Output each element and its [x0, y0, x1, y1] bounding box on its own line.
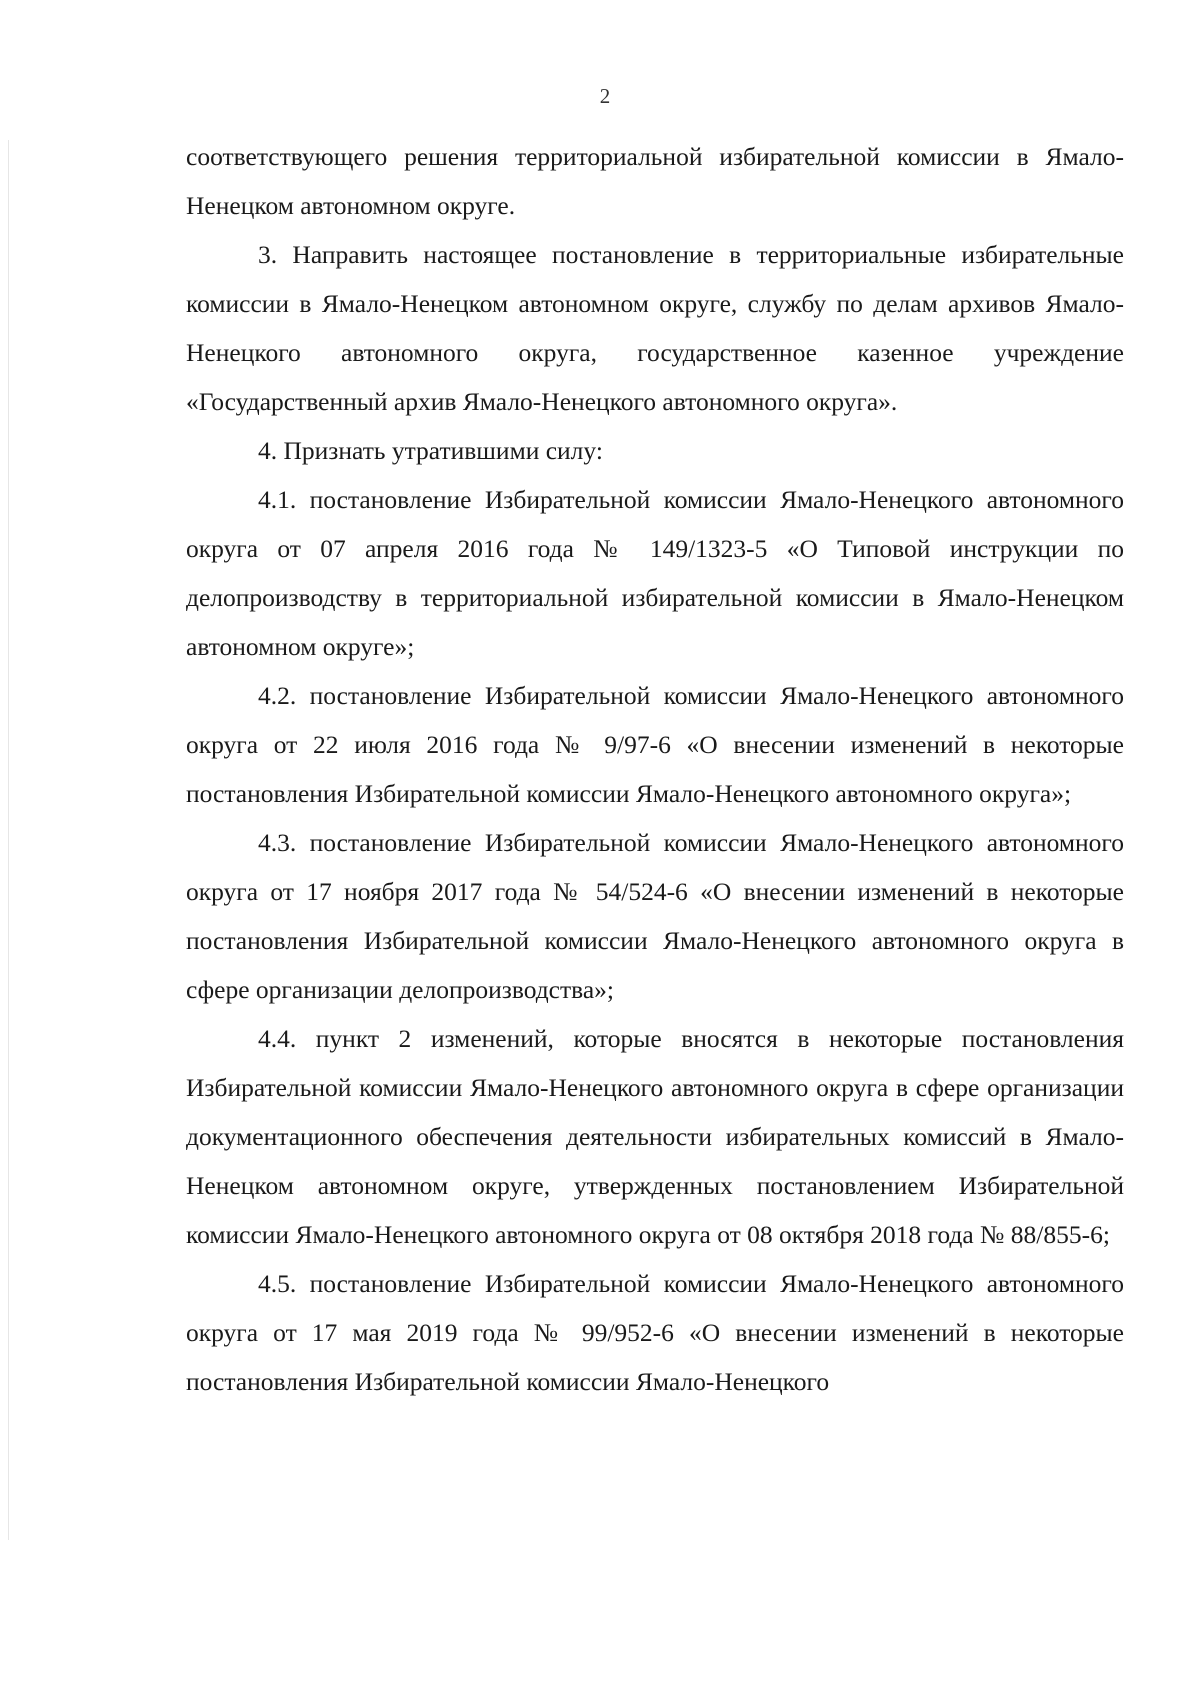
paragraph-item-4-1: 4.1. постановление Избирательной комиссии Ямало-Ненецкого автономного округа от 07 апреля 2016 года № 149/1323-5 «О Типовой инструкции по делопроизводству в территориальной избирательной комиссии в Ямало-Ненецком автономном округе»; — [186, 485, 1124, 661]
page-number: 2 — [599, 84, 611, 108]
document-body — [186, 132, 1124, 1406]
paragraph-item-3: 3. Направить настоящее постановление в территориальные избирательные комиссии в Ямало-Ненецком автономном округе, службу по делам архивов Ямало-Ненецкого автономного округа, государственное казенное учреждение «Государственный архив Ямало-Ненецкого автономного округа». — [186, 240, 1124, 416]
paragraph-continuation: соответствующего решения территориальной избирательной комиссии в Ямало-Ненецком автономном округе. — [186, 142, 1124, 220]
scan-edge-line — [8, 140, 9, 1540]
paragraph-item-4-5: 4.5. постановление Избирательной комиссии Ямало-Ненецкого автономного округа от 17 мая 2019 года № 99/952-6 «О внесении изменений в некоторые постановления Избирательной комиссии Ямало-Ненецкого — [186, 1269, 1124, 1396]
paragraph-item-4-2: 4.2. постановление Избирательной комиссии Ямало-Ненецкого автономного округа от 22 июля 2016 года № 9/97-6 «О внесении изменений в некоторые постановления Избирательной комиссии Ямало-Ненецкого автономного округа»; — [186, 681, 1124, 808]
paragraph-item-4: 4. Признать утратившими силу: — [258, 436, 603, 465]
paragraph-item-4-3: 4.3. постановление Избирательной комиссии Ямало-Ненецкого автономного округа от 17 ноября 2017 года № 54/524-6 «О внесении изменений в некоторые постановления Избирательной комиссии Ямало-Ненецкого автономного округа в сфере организации делопроизводства»; — [186, 828, 1124, 1004]
paragraph-item-4-4: 4.4. пункт 2 изменений, которые вносятся в некоторые постановления Избирательной комиссии Ямало-Ненецкого автономного округа в сфере организации документационного обеспечения деятельности избирательных комиссий в Ямало-Ненецком автономном округе, утвержденных постановлением Избирательной комиссии Ямало-Ненецкого автономного округа от 08 октября 2018 года № 88/855-6; — [186, 1024, 1124, 1249]
